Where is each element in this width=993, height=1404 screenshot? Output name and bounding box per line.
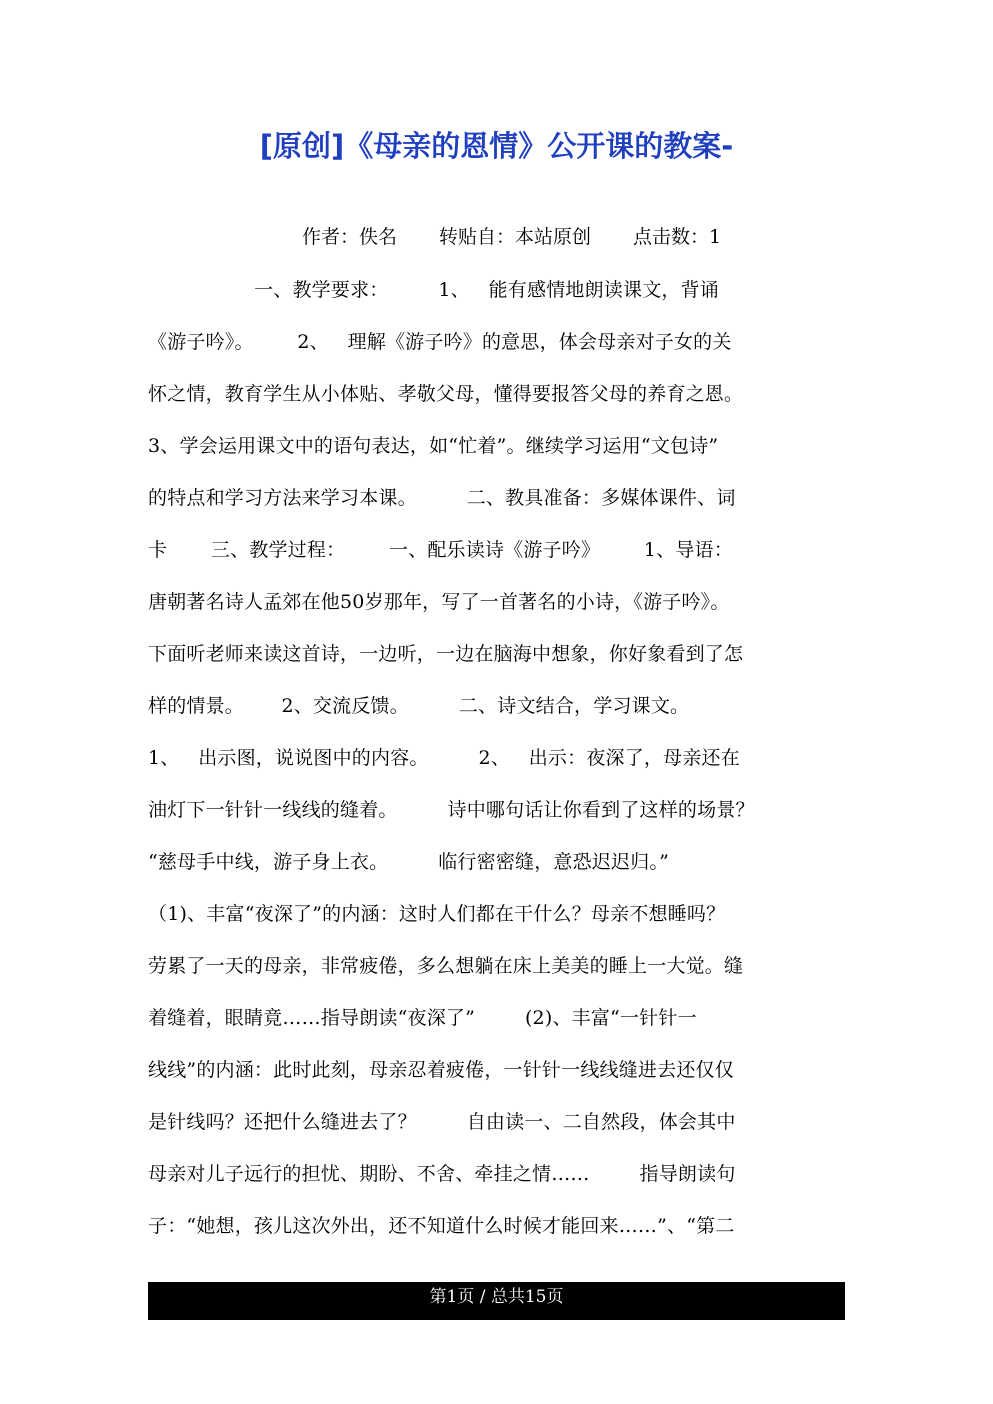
body-line: 劳累了一天的母亲，非常疲倦，多么想躺在床上美美的睡上一大觉。缝 (148, 955, 744, 977)
body-line: 着缝着，眼睛竟……指导朗读“夜深了” (2)、丰富“一针针一 (148, 1007, 697, 1029)
source-info: 转贴自：本站原创 (439, 226, 592, 248)
document-body (148, 270, 848, 1258)
document-meta (302, 222, 721, 252)
page-footer (148, 1282, 845, 1320)
body-line: 怀之情，教育学生从小体贴、孝敬父母，懂得要报答父母的养育之恩。 (148, 383, 744, 405)
page-indicator: 第1页 / 总共15页 (429, 1287, 564, 1307)
author-info: 作者：佚名 (302, 226, 398, 248)
document-title: [原创]《母亲的恩情》公开课的教案- (259, 129, 734, 163)
body-line: 唐朝著名诗人孟郊在他50岁那年，写了一首著名的小诗，《游子吟》。 (148, 591, 730, 613)
body-line: 的特点和学习方法来学习本课。 二、教具准备：多媒体课件、词 (148, 487, 736, 509)
body-line: “慈母手中线，游子身上衣。 临行密密缝，意恐迟迟归。” (148, 851, 670, 873)
body-line: 3、学会运用课文中的语句表达，如“忙着”。继续学习运用“文包诗” (148, 435, 719, 457)
body-line: 卡 三、教学过程： 一、配乐读诗《游子吟》 1、导语： (148, 539, 733, 561)
body-line: （1)、丰富“夜深了”的内涵：这时人们都在干什么？母亲不想睡吗？ (148, 903, 726, 925)
body-line: 一、教学要求： 1、 能有感情地朗读课文，背诵 (148, 279, 719, 301)
body-line: 样的情景。 2、交流反馈。 二、诗文结合，学习课文。 (148, 695, 690, 717)
body-line: 线线”的内涵：此时此刻，母亲忍着疲倦，一针针一线线缝进去还仅仅 (148, 1059, 734, 1081)
body-line: 《游子吟》。 2、 理解《游子吟》的意思，体会母亲对子女的关 (148, 331, 732, 353)
click-count: 点击数：1 (633, 226, 722, 248)
body-line: 母亲对儿子远行的担忧、期盼、不舍、牵挂之情…… 指导朗读句 (148, 1163, 736, 1185)
body-line: 1、 出示图，说说图中的内容。 2、 出示：夜深了，母亲还在 (148, 747, 740, 769)
body-line: 子：“她想，孩儿这次外出，还不知道什么时候才能回来……”、“第二 (148, 1215, 735, 1237)
body-line: 是针线吗？还把什么缝进去了？ 自由读一、二自然段，体会其中 (148, 1111, 736, 1133)
body-line: 油灯下一针针一线线的缝着。 诗中哪句话让你看到了这样的场景？ (148, 799, 755, 821)
body-line: 下面听老师来读这首诗，一边听，一边在脑海中想象，你好象看到了怎 (148, 643, 744, 665)
